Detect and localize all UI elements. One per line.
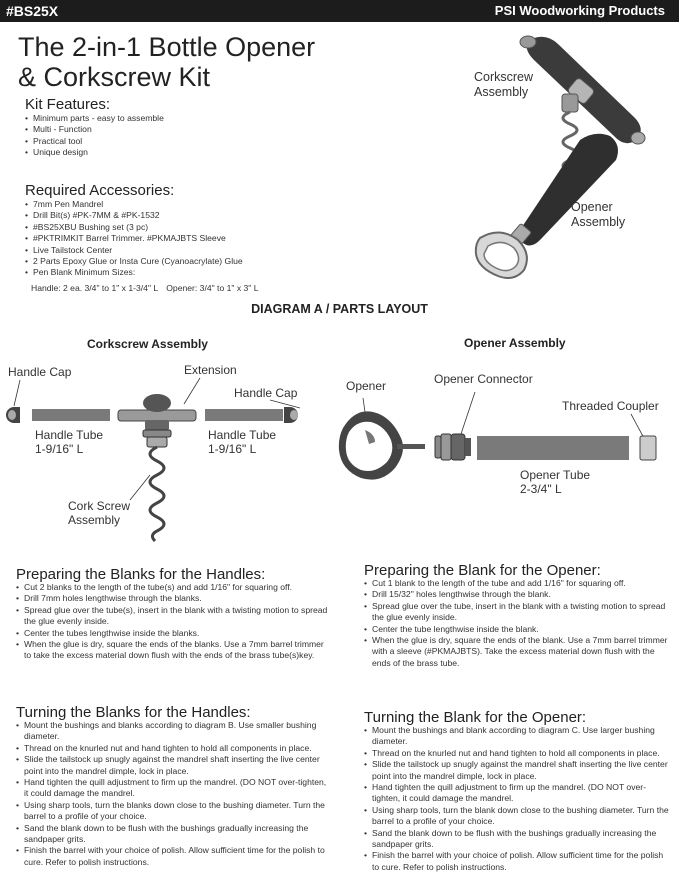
photo-opener-label: Opener Assembly [571,200,626,229]
list-item: • Center the tubes lengthwise inside the blanks. [16,628,331,639]
turn-handles-list [16,720,331,868]
list-item: • Finish the barrel with your choice of polish. Allow sufficient time for the polish to cure. Refer to polish instructions. [16,845,331,868]
opener-parts-diagram [335,390,665,500]
opener-tube-part [477,436,629,460]
turn-handles-heading: Turning the Blanks for the Handles: [16,704,251,721]
product-photo [470,30,670,290]
brand-name: PSI Woodworking Products [494,3,665,18]
list-item: • Slide the tailstock up snugly against the mandrel shaft inserting the live center point into the mandrel dimple, lock in place. [364,759,669,782]
list-item: • Multi - Function [25,124,164,135]
list-item: • Slide the tailstock up snugly against the mandrel shaft inserting the live center point into the mandrel dimple, lock in place. [16,754,331,777]
list-item: • Practical tool [25,136,164,147]
title-line-2: & Corkscrew Kit [18,62,211,92]
prep-handles-list [16,582,331,662]
label-extension: Extension [184,363,237,377]
accessories-heading: Required Accessories: [25,182,175,199]
handle-cap-right-part [284,407,298,423]
header-bar [0,0,679,22]
list-item: • Finish the barrel with your choice of polish. Allow sufficient time for the polish to cure. Refer to polish instructions. [364,850,669,873]
label-handle-tube-right: Handle Tube 1-9/16" L [208,428,277,456]
photo-corkscrew-label: Corkscrew Assembly [474,70,534,99]
prep-handles-heading: Preparing the Blanks for the Handles: [16,566,266,583]
list-item: • 2 Parts Epoxy Glue or Insta Cure (Cyanoacrylate) Glue [25,256,243,267]
list-item: • Sand the blank down to be flush with the bushings gradually increasing the sandpaper grits. [364,828,669,851]
handle-cap-left-part [6,407,20,423]
size-opener: Opener: 3/4" to 1" x 3" L [166,283,259,293]
list-item: • #PKTRIMKIT Barrel Trimmer. #PKMAJBTS Sleeve [25,233,243,244]
list-item: • Using sharp tools, turn the blank down close to the bushing diameter. Turn the barrel to a profile of your choice. [364,805,669,828]
list-item: • Spread glue over the tube(s), insert in the blank with a twisting motion to spread the glue evenly inside. [16,605,331,628]
list-item: • Hand tighten the quill adjustment to firm up the mandrel. (DO NOT over-tighten, it could damage the mandrel. [16,777,331,800]
list-item: • #BS25XBU Bushing set (3 pc) [25,222,243,233]
list-item: • Drill 7mm holes lengthwise through the blanks. [16,593,331,604]
label-opener: Opener [346,379,387,393]
list-item: • Pen Blank Minimum Sizes: [25,267,243,278]
corkscrew-parts-diagram [0,370,330,560]
page-title [18,32,315,92]
features-heading: Kit Features: [25,96,111,113]
list-item: • Using sharp tools, turn the blanks down close to the bushing diameter. Turn the barrel to a profile of your choice. [16,800,331,823]
opener-connector-part [435,434,471,460]
label-cork-screw: Cork Screw Assembly [68,499,131,527]
list-item: • When the glue is dry, square the ends of the blank. Use a 7mm barrel trimmer with a sleeve (#PKMAJBTS). Take the excess material down flush with the ends of the brass tube. [364,635,669,669]
label-threaded-coupler: Threaded Coupler [562,399,659,413]
extension-part [118,394,196,447]
list-item: • Mount the bushings and blanks according to diagram B. Use smaller bushing diameter. [16,720,331,743]
turn-opener-heading: Turning the Blank for the Opener: [364,709,587,726]
list-item: • Drill Bit(s) #PK-7MM & #PK-1532 [25,210,243,221]
list-item: • 7mm Pen Mandrel [25,199,243,210]
list-item: • Cut 2 blanks to the length of the tube(s) and add 1/16" for squaring off. [16,582,331,593]
threaded-coupler-part [640,436,656,460]
label-handle-cap-left: Handle Cap [8,365,72,379]
label-opener-connector: Opener Connector [434,372,533,386]
label-opener-tube: Opener Tube 2-3/4" L [520,468,591,496]
list-item: • Center the tube lengthwise inside the blank. [364,624,669,635]
label-handle-cap-right: Handle Cap [234,386,298,400]
list-item: • Live Tailstock Center [25,245,243,256]
list-item: • Hand tighten the quill adjustment to firm up the mandrel. (DO NOT over-tighten, it could damage the mandrel. [364,782,669,805]
handle-tube-left-part [32,409,110,421]
label-handle-tube-left: Handle Tube 1-9/16" L [35,428,104,456]
features-list [25,113,164,159]
list-item: • Thread on the knurled nut and hand tighten to hold all components in place. [364,748,669,759]
list-item: • Minimum parts - easy to assemble [25,113,164,124]
list-item: • Unique design [25,147,164,158]
list-item: • Drill 15/32" holes lengthwise through the blank. [364,589,669,600]
cork-screw-part [150,447,164,541]
opener-diagram-heading: Opener Assembly [464,336,566,350]
turn-opener-list [364,725,669,873]
list-item: • Spread glue over the tube, insert in the blank with a twisting motion to spread the glue evenly inside. [364,601,669,624]
blank-sizes [31,283,259,293]
list-item: • Sand the blank down to be flush with the bushings gradually increasing the sandpaper grits. [16,823,331,846]
accessories-list [25,199,243,279]
opener-part [339,411,425,479]
list-item: • Cut 1 blank to the length of the tube and add 1/16" for squaring off. [364,578,669,589]
corkscrew-diagram-heading: Corkscrew Assembly [87,337,208,351]
list-item: • Thread on the knurled nut and hand tighten to hold all components in place. [16,743,331,754]
list-item: • Mount the bushings and blank according to diagram C. Use larger bushing diameter. [364,725,669,748]
list-item: • When the glue is dry, square the ends of the blanks. Use a 7mm barrel trimmer to take the excess material down flush with the ends of the brass tube(s)key. [16,639,331,662]
title-line-1: The 2-in-1 Bottle Opener [18,32,316,62]
product-code: #BS25X [6,3,59,19]
prep-opener-list [364,578,669,669]
size-handle: Handle: 2 ea. 3/4" to 1" x 1-3/4" L [31,283,158,293]
prep-opener-heading: Preparing the Blank for the Opener: [364,562,601,579]
handle-tube-right-part [205,409,283,421]
diagram-title: DIAGRAM A / PARTS LAYOUT [251,302,428,316]
